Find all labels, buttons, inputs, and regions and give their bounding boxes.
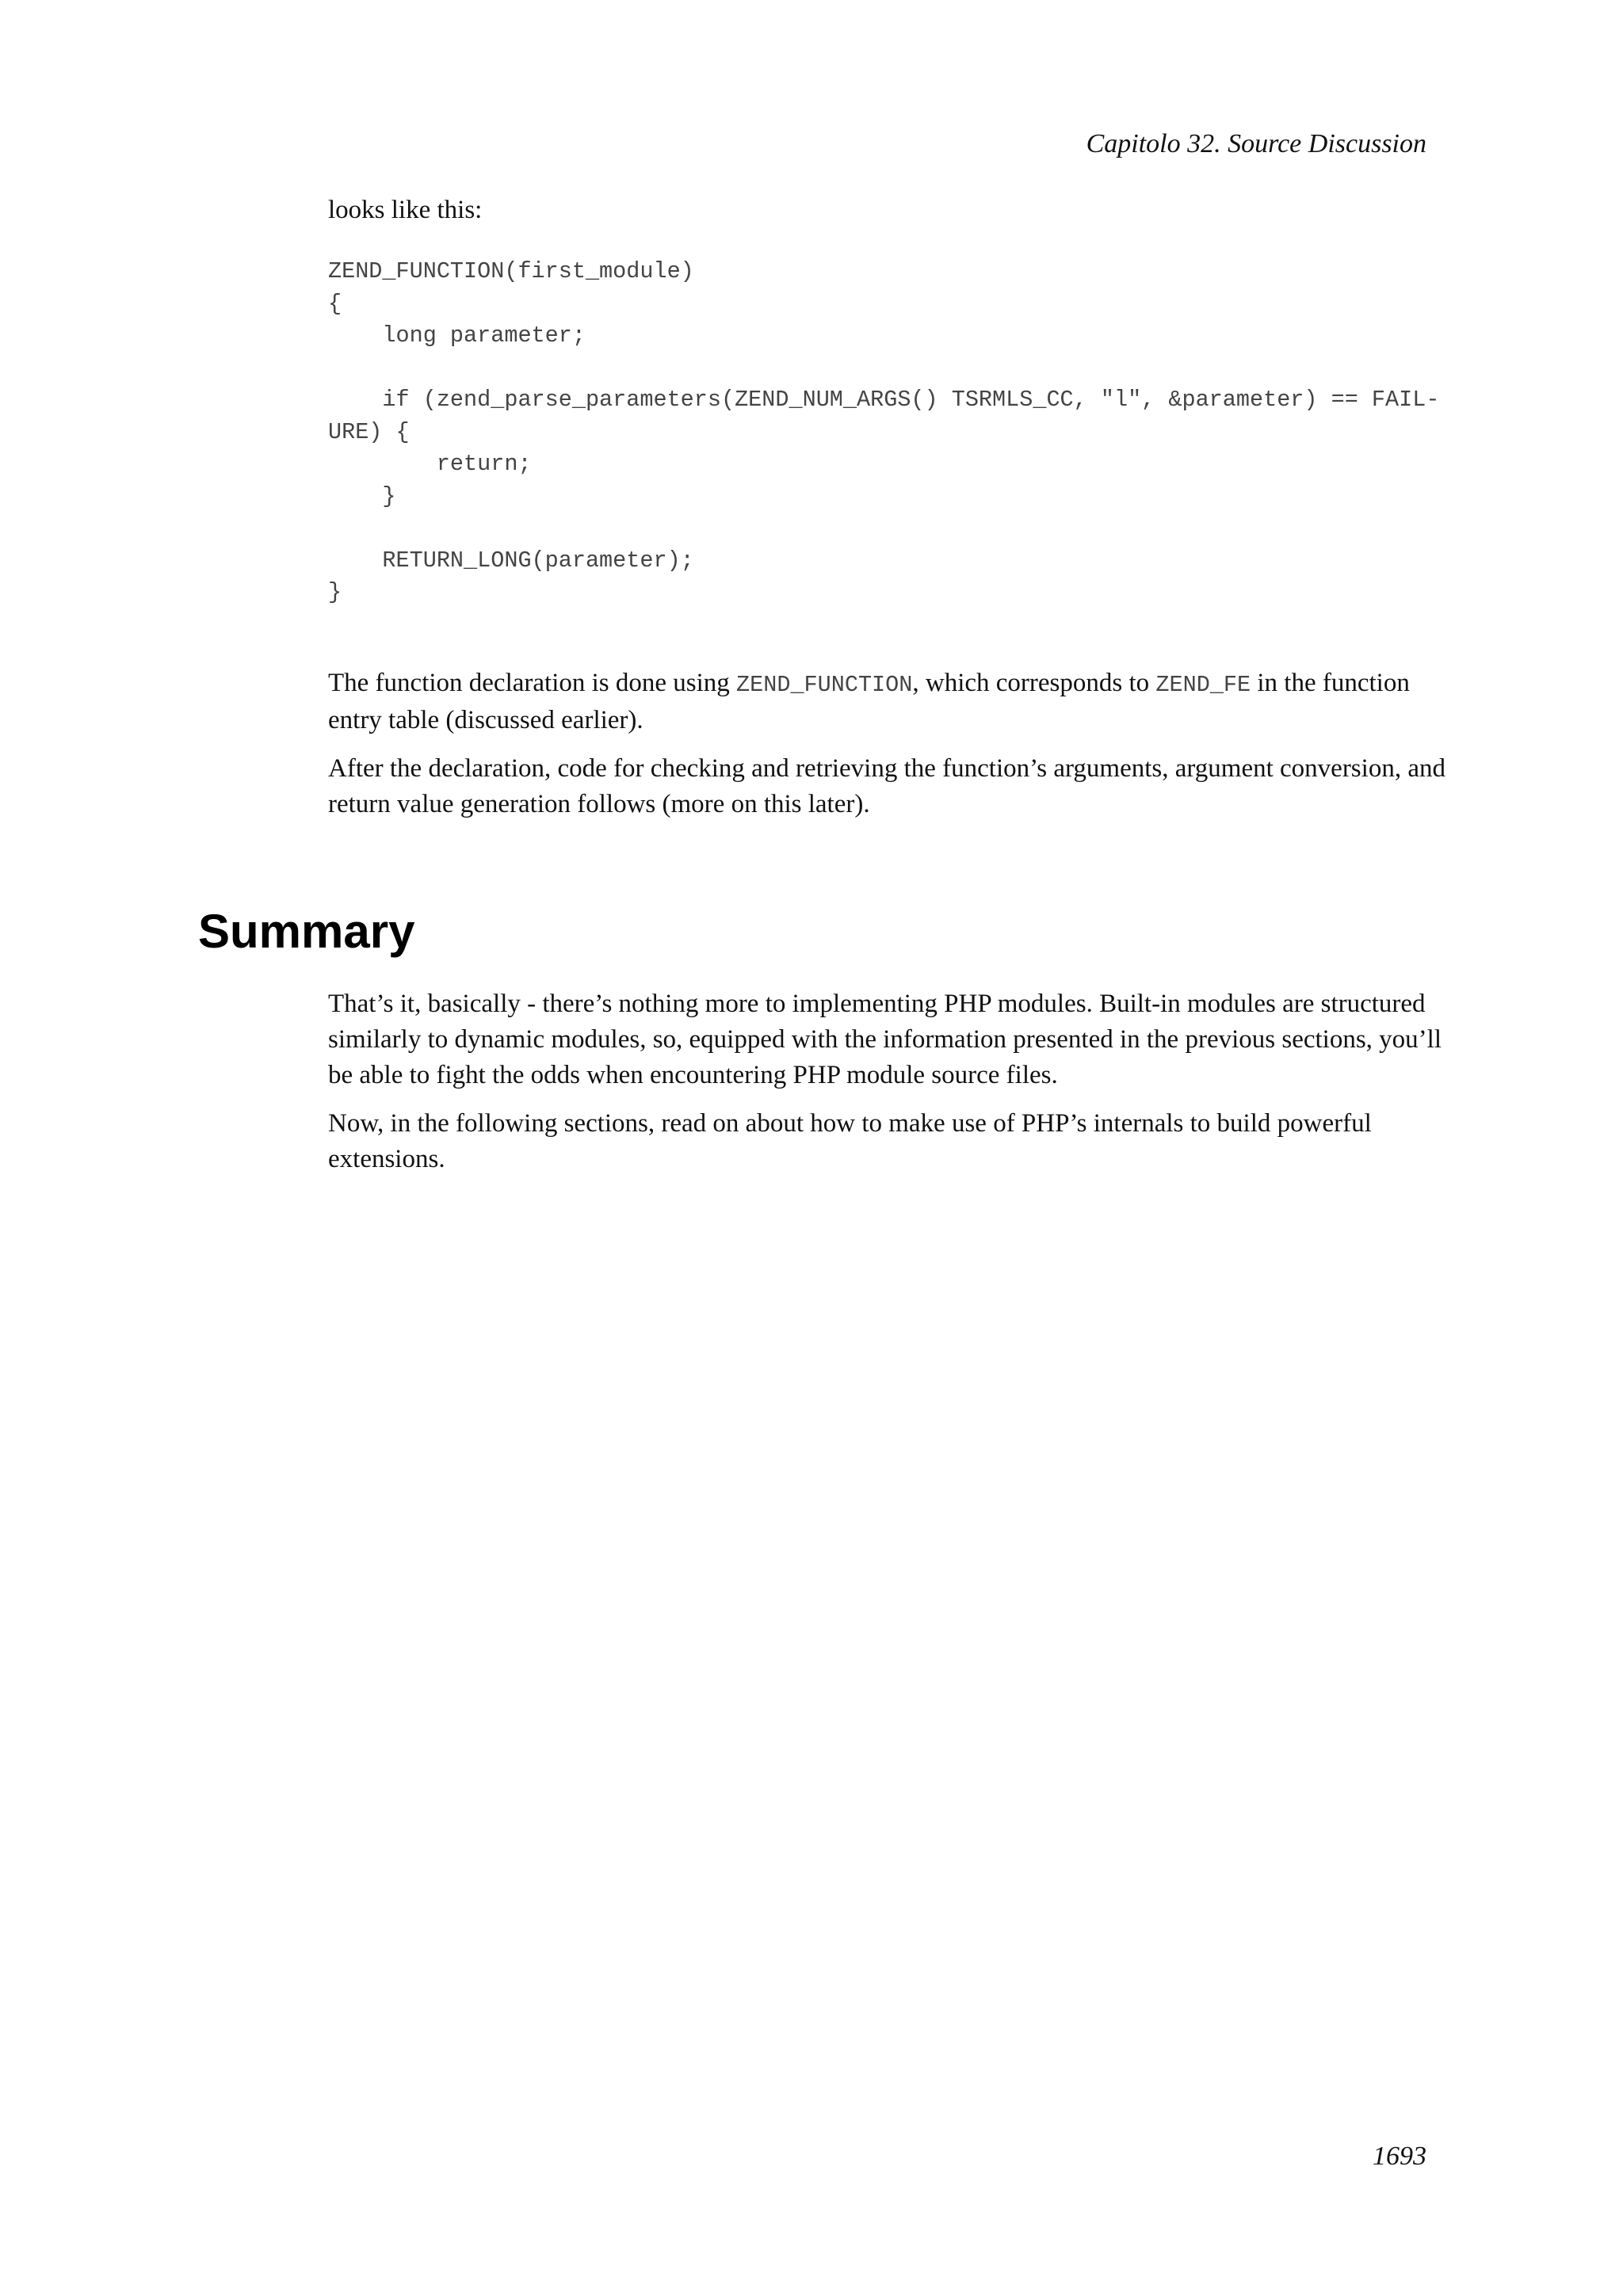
code-line: ZEND_FUNCTION(first_module) <box>328 258 694 284</box>
section-title: Summary <box>198 905 415 958</box>
inline-code-zend-function: ZEND_FUNCTION <box>736 671 913 698</box>
summary-paragraph-2: Now, in the following sections, read on about how to make use of PHP’s internals to build powerful extensions. <box>328 1109 1372 1173</box>
code-block <box>328 256 1453 609</box>
arguments-paragraph: After the declaration, code for checking and retrieving the function’s arguments, argument conversion, and return value generation follows (more on this later). <box>328 753 1445 818</box>
page-number: 1693 <box>1373 2142 1426 2171</box>
code-line: } <box>328 482 396 509</box>
running-header: Capitolo 32. Source Discussion <box>1086 129 1426 158</box>
code-line <box>328 353 1453 385</box>
code-line: URE) { <box>328 418 410 445</box>
code-line: long parameter; <box>328 322 586 349</box>
declaration-paragraph <box>328 666 1453 738</box>
intro-text: looks like this: <box>328 196 483 224</box>
inline-code-zend-fe: ZEND_FE <box>1155 671 1251 698</box>
main-content <box>328 193 1453 835</box>
code-line: } <box>328 579 342 605</box>
code-line: if (zend_parse_parameters(ZEND_NUM_ARGS() TSRMLS_CC, "l", &parameter) == FAIL- <box>328 387 1440 413</box>
code-line: return; <box>328 451 532 477</box>
code-line <box>328 513 1453 545</box>
summary-body <box>328 986 1453 1190</box>
code-line: { <box>328 290 342 317</box>
summary-paragraph-1: That’s it, basically - there’s nothing more to implementing PHP modules. Built-in modules are structured similarly to dynamic modules, so, equipped with the information presented in the previous sections, you’ll be able to fight the odds when encountering PHP module source files. <box>328 990 1442 1089</box>
paragraph-text: , which corresponds to <box>912 668 1156 697</box>
paragraph-text: The function declaration is done using <box>328 668 737 697</box>
paragraph-text: in the function entry table (discussed earlier). <box>328 668 1410 734</box>
code-line: RETURN_LONG(parameter); <box>328 547 694 574</box>
